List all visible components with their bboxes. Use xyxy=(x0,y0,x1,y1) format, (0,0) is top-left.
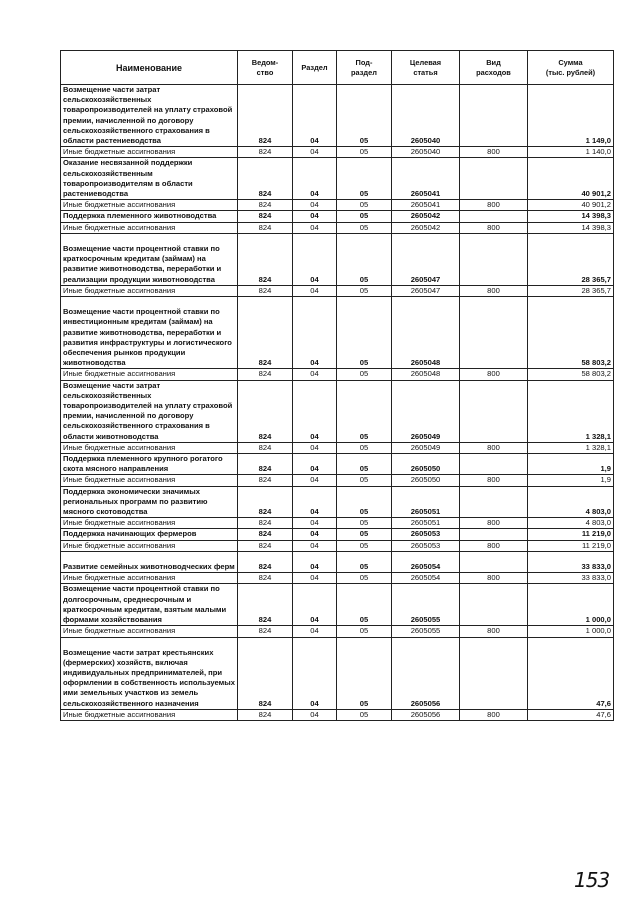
cell-razdel: 04 xyxy=(293,285,337,296)
cell-name: Иные бюджетные ассигнования xyxy=(61,147,238,158)
table-row xyxy=(61,551,614,572)
table-row xyxy=(61,637,614,709)
cell-vid: 800 xyxy=(460,369,528,380)
cell-razdel: 04 xyxy=(293,222,337,233)
cell-sum: 1 328,1 xyxy=(528,380,614,442)
cell-razdel: 04 xyxy=(293,709,337,720)
cell-sum: 58 803,2 xyxy=(528,297,614,369)
cell-target: 2605042 xyxy=(392,222,460,233)
cell-ved: 824 xyxy=(238,369,293,380)
cell-name: Иные бюджетные ассигнования xyxy=(61,518,238,529)
header-vid: Вид расходов xyxy=(460,51,528,85)
table-header-row xyxy=(61,51,614,85)
cell-target: 2605047 xyxy=(392,285,460,296)
cell-podrazdel: 05 xyxy=(337,442,392,453)
cell-podrazdel: 05 xyxy=(337,211,392,222)
cell-podrazdel: 05 xyxy=(337,529,392,540)
cell-name: Иные бюджетные ассигнования xyxy=(61,285,238,296)
table-row xyxy=(61,486,614,518)
cell-ved: 824 xyxy=(238,551,293,572)
cell-name: Иные бюджетные ассигнования xyxy=(61,540,238,551)
cell-ved: 824 xyxy=(238,285,293,296)
table-row xyxy=(61,529,614,540)
cell-podrazdel: 05 xyxy=(337,85,392,147)
cell-name: Поддержка начинающих фермеров xyxy=(61,529,238,540)
cell-target: 2605053 xyxy=(392,540,460,551)
cell-sum: 40 901,2 xyxy=(528,200,614,211)
cell-ved: 824 xyxy=(238,573,293,584)
table-row xyxy=(61,158,614,200)
cell-razdel: 04 xyxy=(293,442,337,453)
cell-podrazdel: 05 xyxy=(337,158,392,200)
cell-razdel: 04 xyxy=(293,380,337,442)
cell-ved: 824 xyxy=(238,529,293,540)
cell-name: Возмещение части затрат крестьянских (фермерских) хозяйств, включая индивидуальных предпринимателей, при оформлении в собственность используемых ими земельных участков из земель сельскохозяйственного назначения xyxy=(61,637,238,709)
cell-vid xyxy=(460,584,528,626)
cell-razdel: 04 xyxy=(293,147,337,158)
cell-name: Развитие семейных животноводческих ферм xyxy=(61,551,238,572)
cell-target: 2605051 xyxy=(392,486,460,518)
cell-razdel: 04 xyxy=(293,475,337,486)
cell-ved: 824 xyxy=(238,200,293,211)
cell-vid xyxy=(460,380,528,442)
cell-razdel: 04 xyxy=(293,540,337,551)
header-ved: Ведом- ство xyxy=(238,51,293,85)
cell-razdel: 04 xyxy=(293,369,337,380)
cell-sum: 4 803,0 xyxy=(528,518,614,529)
cell-sum: 1 000,0 xyxy=(528,584,614,626)
cell-ved: 824 xyxy=(238,442,293,453)
cell-razdel: 04 xyxy=(293,637,337,709)
table-row xyxy=(61,709,614,720)
cell-vid: 800 xyxy=(460,626,528,637)
cell-podrazdel: 05 xyxy=(337,200,392,211)
cell-razdel: 04 xyxy=(293,584,337,626)
cell-podrazdel: 05 xyxy=(337,518,392,529)
cell-ved: 824 xyxy=(238,637,293,709)
header-summa: Сумма (тыс. рублей) xyxy=(528,51,614,85)
cell-sum: 33 833,0 xyxy=(528,551,614,572)
cell-vid xyxy=(460,158,528,200)
table-row xyxy=(61,584,614,626)
cell-vid xyxy=(460,211,528,222)
table-row xyxy=(61,85,614,147)
cell-sum: 47,6 xyxy=(528,709,614,720)
cell-target: 2605051 xyxy=(392,518,460,529)
cell-vid: 800 xyxy=(460,147,528,158)
cell-podrazdel: 05 xyxy=(337,285,392,296)
cell-vid xyxy=(460,233,528,285)
cell-target: 2605056 xyxy=(392,709,460,720)
cell-target: 2605055 xyxy=(392,626,460,637)
cell-ved: 824 xyxy=(238,222,293,233)
cell-target: 2605041 xyxy=(392,158,460,200)
cell-podrazdel: 05 xyxy=(337,369,392,380)
cell-ved: 824 xyxy=(238,211,293,222)
cell-vid: 800 xyxy=(460,200,528,211)
table-row xyxy=(61,297,614,369)
cell-sum: 14 398,3 xyxy=(528,211,614,222)
cell-razdel: 04 xyxy=(293,211,337,222)
cell-ved: 824 xyxy=(238,158,293,200)
cell-name: Оказание несвязанной поддержки сельскохозяйственным товаропроизводителям в области растениеводства xyxy=(61,158,238,200)
cell-razdel: 04 xyxy=(293,551,337,572)
cell-razdel: 04 xyxy=(293,233,337,285)
cell-ved: 824 xyxy=(238,475,293,486)
cell-target: 2605040 xyxy=(392,85,460,147)
cell-sum: 4 803,0 xyxy=(528,486,614,518)
cell-vid xyxy=(460,297,528,369)
cell-sum: 40 901,2 xyxy=(528,158,614,200)
cell-name: Иные бюджетные ассигнования xyxy=(61,200,238,211)
cell-name: Иные бюджетные ассигнования xyxy=(61,709,238,720)
table-row xyxy=(61,442,614,453)
header-podrazdel: Под- раздел xyxy=(337,51,392,85)
cell-name: Поддержка экономически значимых региональных программ по развитию мясного скотоводства xyxy=(61,486,238,518)
cell-sum: 28 365,7 xyxy=(528,233,614,285)
cell-ved: 824 xyxy=(238,584,293,626)
cell-target: 2605056 xyxy=(392,637,460,709)
cell-vid: 800 xyxy=(460,573,528,584)
cell-razdel: 04 xyxy=(293,486,337,518)
page-number: 153 xyxy=(574,868,610,892)
cell-sum: 1,9 xyxy=(528,475,614,486)
cell-target: 2605054 xyxy=(392,551,460,572)
cell-sum: 1,9 xyxy=(528,454,614,475)
cell-vid: 800 xyxy=(460,475,528,486)
cell-sum: 28 365,7 xyxy=(528,285,614,296)
cell-ved: 824 xyxy=(238,626,293,637)
cell-vid xyxy=(460,637,528,709)
cell-vid: 800 xyxy=(460,285,528,296)
cell-podrazdel: 05 xyxy=(337,297,392,369)
cell-sum: 1 149,0 xyxy=(528,85,614,147)
cell-target: 2605041 xyxy=(392,200,460,211)
table-row xyxy=(61,147,614,158)
cell-ved: 824 xyxy=(238,709,293,720)
cell-podrazdel: 05 xyxy=(337,637,392,709)
cell-name: Иные бюджетные ассигнования xyxy=(61,222,238,233)
cell-vid xyxy=(460,85,528,147)
cell-ved: 824 xyxy=(238,454,293,475)
cell-ved: 824 xyxy=(238,85,293,147)
cell-vid xyxy=(460,454,528,475)
cell-ved: 824 xyxy=(238,297,293,369)
cell-podrazdel: 05 xyxy=(337,147,392,158)
header-target: Целевая статья xyxy=(392,51,460,85)
cell-vid: 800 xyxy=(460,442,528,453)
cell-podrazdel: 05 xyxy=(337,573,392,584)
cell-sum: 1 140,0 xyxy=(528,147,614,158)
cell-razdel: 04 xyxy=(293,626,337,637)
cell-razdel: 04 xyxy=(293,573,337,584)
cell-name: Иные бюджетные ассигнования xyxy=(61,475,238,486)
cell-podrazdel: 05 xyxy=(337,626,392,637)
cell-sum: 33 833,0 xyxy=(528,573,614,584)
table-row xyxy=(61,475,614,486)
table-row xyxy=(61,222,614,233)
cell-name: Поддержка племенного животноводства xyxy=(61,211,238,222)
cell-target: 2605049 xyxy=(392,442,460,453)
cell-ved: 824 xyxy=(238,486,293,518)
cell-razdel: 04 xyxy=(293,454,337,475)
cell-name: Иные бюджетные ассигнования xyxy=(61,573,238,584)
cell-name: Возмещение части процентной ставки по инвестиционным кредитам (займам) на развитие животноводства, переработки и развития инфраструктуры и логистического обеспечения рынков продукции животноводства xyxy=(61,297,238,369)
cell-target: 2605055 xyxy=(392,584,460,626)
cell-vid xyxy=(460,486,528,518)
cell-ved: 824 xyxy=(238,233,293,285)
budget-table xyxy=(60,50,614,721)
cell-target: 2605048 xyxy=(392,369,460,380)
cell-vid: 800 xyxy=(460,540,528,551)
table-row xyxy=(61,518,614,529)
table-row xyxy=(61,369,614,380)
cell-name: Возмещение части процентной ставки по краткосрочным кредитам (займам) на развитие животноводства, переработки и реализации продукции животноводства xyxy=(61,233,238,285)
cell-name: Возмещение части затрат сельскохозяйственных товаропроизводителей на уплату страховой премии, начисленной по договору сельскохозяйственного страхования в области растениеводства xyxy=(61,85,238,147)
cell-razdel: 04 xyxy=(293,85,337,147)
cell-vid xyxy=(460,551,528,572)
cell-name: Иные бюджетные ассигнования xyxy=(61,442,238,453)
cell-sum: 1 000,0 xyxy=(528,626,614,637)
cell-sum: 47,6 xyxy=(528,637,614,709)
cell-target: 2605042 xyxy=(392,211,460,222)
table-row xyxy=(61,211,614,222)
table-row xyxy=(61,573,614,584)
cell-name: Возмещение части затрат сельскохозяйственных товаропроизводителей на уплату страховой премии, начисленной по договору сельскохозяйственного страхования в области животноводства xyxy=(61,380,238,442)
cell-target: 2605050 xyxy=(392,475,460,486)
cell-sum: 11 219,0 xyxy=(528,540,614,551)
cell-ved: 824 xyxy=(238,540,293,551)
cell-podrazdel: 05 xyxy=(337,584,392,626)
cell-razdel: 04 xyxy=(293,200,337,211)
header-name: Наименование xyxy=(61,51,238,85)
cell-podrazdel: 05 xyxy=(337,551,392,572)
table-row xyxy=(61,540,614,551)
table-body xyxy=(61,85,614,721)
cell-podrazdel: 05 xyxy=(337,709,392,720)
cell-target: 2605053 xyxy=(392,529,460,540)
cell-target: 2605054 xyxy=(392,573,460,584)
cell-razdel: 04 xyxy=(293,529,337,540)
cell-razdel: 04 xyxy=(293,297,337,369)
cell-name: Иные бюджетные ассигнования xyxy=(61,369,238,380)
cell-target: 2605047 xyxy=(392,233,460,285)
cell-name: Поддержка племенного крупного рогатого скота мясного направления xyxy=(61,454,238,475)
cell-podrazdel: 05 xyxy=(337,380,392,442)
cell-ved: 824 xyxy=(238,518,293,529)
table-row xyxy=(61,380,614,442)
cell-podrazdel: 05 xyxy=(337,233,392,285)
cell-target: 2605048 xyxy=(392,297,460,369)
cell-sum: 11 219,0 xyxy=(528,529,614,540)
cell-name: Иные бюджетные ассигнования xyxy=(61,626,238,637)
cell-sum: 1 328,1 xyxy=(528,442,614,453)
cell-vid xyxy=(460,529,528,540)
cell-target: 2605050 xyxy=(392,454,460,475)
table-row xyxy=(61,626,614,637)
cell-vid: 800 xyxy=(460,518,528,529)
cell-sum: 14 398,3 xyxy=(528,222,614,233)
cell-name: Возмещение части процентной ставки по долгосрочным, среднесрочным и краткосрочным кредитам, взятым малыми формами хозяйствования xyxy=(61,584,238,626)
table-row xyxy=(61,285,614,296)
cell-podrazdel: 05 xyxy=(337,222,392,233)
cell-sum: 58 803,2 xyxy=(528,369,614,380)
cell-podrazdel: 05 xyxy=(337,486,392,518)
header-razdel: Раздел xyxy=(293,51,337,85)
cell-podrazdel: 05 xyxy=(337,540,392,551)
cell-vid: 800 xyxy=(460,222,528,233)
cell-target: 2605049 xyxy=(392,380,460,442)
cell-podrazdel: 05 xyxy=(337,454,392,475)
cell-razdel: 04 xyxy=(293,518,337,529)
cell-razdel: 04 xyxy=(293,158,337,200)
cell-target: 2605040 xyxy=(392,147,460,158)
table-row xyxy=(61,454,614,475)
cell-ved: 824 xyxy=(238,380,293,442)
table-row xyxy=(61,200,614,211)
table-row xyxy=(61,233,614,285)
cell-vid: 800 xyxy=(460,709,528,720)
cell-ved: 824 xyxy=(238,147,293,158)
cell-podrazdel: 05 xyxy=(337,475,392,486)
